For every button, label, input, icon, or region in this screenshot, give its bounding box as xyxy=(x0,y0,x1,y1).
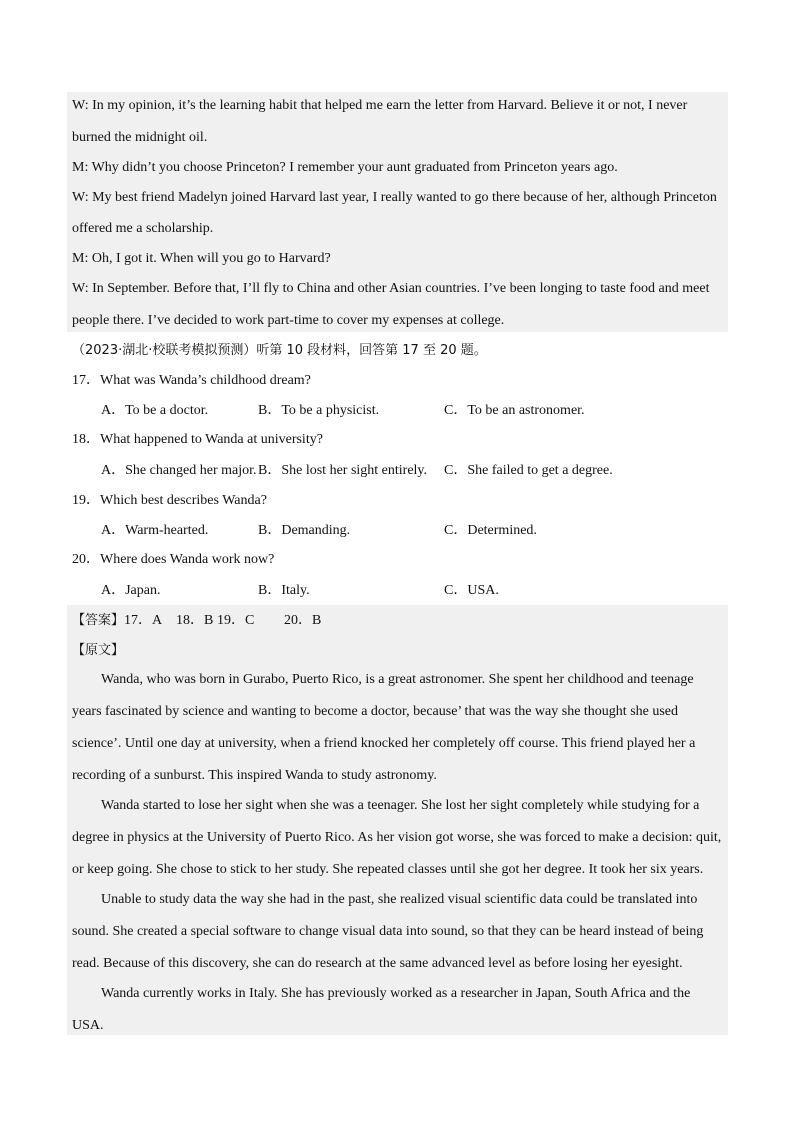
option-c: C．To be an astronomer. xyxy=(444,403,585,418)
option-b: B．To be a physicist. xyxy=(258,403,380,418)
section-header: （2023·湖北·校联考模拟预测）听第 10 段材料，回答第 17 至 20 题。 xyxy=(72,343,487,358)
option-b: B．Demanding. xyxy=(258,523,351,538)
dialogue-line: burned the midnight oil. xyxy=(72,130,208,145)
passage-line: USA. xyxy=(72,1018,104,1033)
passage-line: Wanda started to lose her sight when she was a teenager. She lost her sight completely while studying for a xyxy=(101,798,700,813)
question-stem: 17．What was Wanda’s childhood dream? xyxy=(72,373,311,388)
option-b: B．Italy. xyxy=(258,583,310,598)
passage-line: or keep going. She chose to stick to her study. She repeated classes until she got her degree. It took her six years. xyxy=(72,862,704,877)
answer-item: 17．A xyxy=(124,613,163,628)
passage-line: Wanda currently works in Italy. She has previously worked as a researcher in Japan, South Africa and the xyxy=(101,986,691,1001)
original-label: 【原文】 xyxy=(72,643,125,658)
option-c: C．USA. xyxy=(444,583,499,598)
option-c: C．Determined. xyxy=(444,523,537,538)
dialogue-line: W: In my opinion, it’s the learning habit that helped me earn the letter from Harvard. Believe it or not, I never xyxy=(72,98,688,113)
dialogue-line: W: My best friend Madelyn joined Harvard last year, I really wanted to go there because of her, although Princeton xyxy=(72,190,717,205)
passage-line: sound. She created a special software to change visual data into sound, so that they can be heard instead of being xyxy=(72,924,704,939)
option-a: A．To be a doctor. xyxy=(101,403,209,418)
dialogue-line: people there. I’ve decided to work part-time to cover my expenses at college. xyxy=(72,313,505,328)
answer-item: 18．B xyxy=(176,613,214,628)
option-a: A．Warm-hearted. xyxy=(101,523,209,538)
option-a: A．Japan. xyxy=(101,583,161,598)
question-stem: 19．Which best describes Wanda? xyxy=(72,493,267,508)
dialogue-line: offered me a scholarship. xyxy=(72,221,214,236)
passage-line: degree in physics at the University of Puerto Rico. As her vision got worse, she was forced to make a decision: quit, xyxy=(72,830,722,845)
passage-line: recording of a sunburst. This inspired Wanda to study astronomy. xyxy=(72,768,437,783)
option-b: B．She lost her sight entirely. xyxy=(258,463,428,478)
dialogue-line: W: In September. Before that, I’ll fly to China and other Asian countries. I’ve been longing to taste food and meet xyxy=(72,281,710,296)
dialogue-line: M: Why didn’t you choose Princeton? I remember your aunt graduated from Princeton years ago. xyxy=(72,160,618,175)
passage-line: Unable to study data the way she had in the past, she realized visual scientific data could be translated into xyxy=(101,892,698,907)
answer-item: 20．B xyxy=(284,613,322,628)
question-stem: 20．Where does Wanda work now? xyxy=(72,552,275,567)
option-a: A．She changed her major. xyxy=(101,463,257,478)
question-stem: 18．What happened to Wanda at university? xyxy=(72,432,323,447)
passage-line: read. Because of this discovery, she can do research at the same advanced level as before losing her eyesight. xyxy=(72,956,683,971)
answer-item: 19．C xyxy=(217,613,255,628)
dialogue-line: M: Oh, I got it. When will you go to Harvard? xyxy=(72,251,331,266)
answer-key xyxy=(72,612,321,630)
passage-line: science’. Until one day at university, when a friend knocked her completely off course. This friend played her a xyxy=(72,736,696,751)
option-c: C．She failed to get a degree. xyxy=(444,463,613,478)
passage-line: years fascinated by science and wanting to become a doctor, because’ that was the way she thought she used xyxy=(72,704,679,719)
passage-line: Wanda, who was born in Gurabo, Puerto Rico, is a great astronomer. She spent her childhood and teenage xyxy=(101,672,694,687)
answer-label: 【答案】 xyxy=(72,613,125,628)
